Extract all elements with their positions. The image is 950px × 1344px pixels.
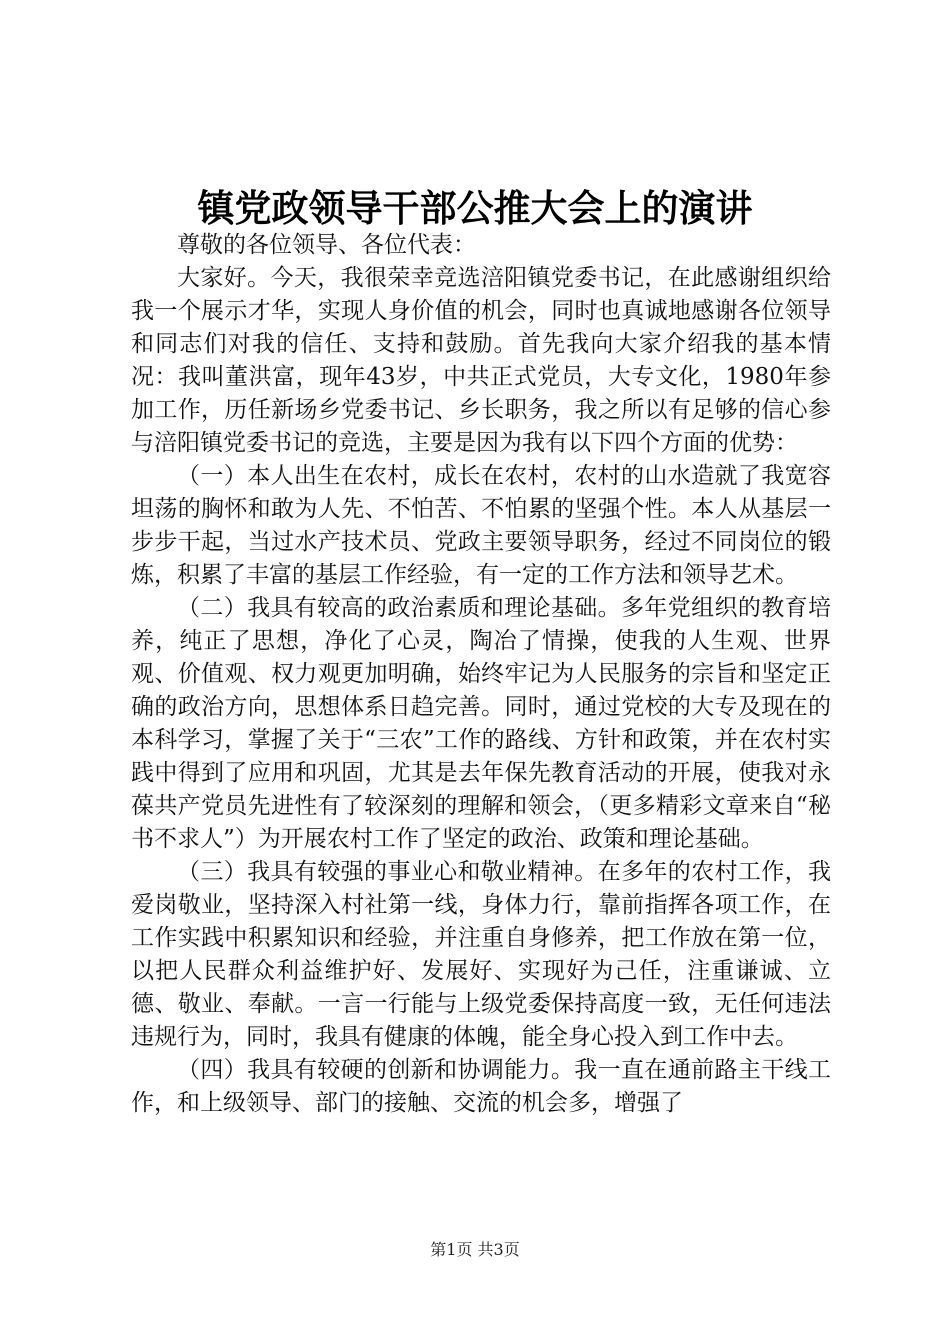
document-title: 镇党政领导干部公推大会上的演讲: [197, 186, 753, 230]
salutation: 尊敬的各位领导、各位代表：: [177, 232, 476, 258]
paragraph-point-1: （一）本人出生在农村，成长在农村，农村的山水造就了我宽容坦荡的胸怀和敢为人先、不怕苦、不怕累的坚强个性。本人从基层一步步干起，当过水产技术员、党政主要领导职务，经过不同岗位的锻炼，积累了丰富的基层工作经验，有一定的工作方法和领导艺术。: [131, 463, 831, 588]
document-body: [131, 229, 831, 1120]
page-footer: 第1页 共3页: [430, 1240, 520, 1259]
paragraph-point-3: （三）我具有较强的事业心和敬业精神。在多年的农村工作，我爱岗敬业，坚持深入村社第一线，身体力行，靠前指挥各项工作，在工作实践中积累知识和经验，并注重自身修养，把工作放在第一位，以把人民群众利益维护好、发展好、实现好为己任，注重谦诚、立德、敬业、奉献。一言一行能与上级党委保持高度一致，无任何违法违规行为，同时，我具有健康的体魄，能全身心投入到工作中去。: [131, 859, 831, 1050]
paragraph-intro: 大家好。今天，我很荣幸竞选涪阳镇党委书记，在此感谢组织给我一个展示才华，实现人身价值的机会，同时也真诚地感谢各位领导和同志们对我的信任、支持和鼓励。首先我向大家介绍我的基本情况：我叫董洪富，现年43岁，中共正式党员，大专文化，1980年参加工作，历任新场乡党委书记、乡长职务，我之所以有足够的信心参与涪阳镇党委书记的竞选，主要是因为我有以下四个方面的优势：: [131, 265, 831, 456]
paragraph-point-4: （四）我具有较硬的创新和协调能力。我一直在通前路主干线工作，和上级领导、部门的接触、交流的机会多，增强了: [131, 1057, 831, 1116]
paragraph-point-2: （二）我具有较高的政治素质和理论基础。多年党组织的教育培养，纯正了思想，净化了心灵，陶冶了情操，使我的人生观、世界观、价值观、权力观更加明确，始终牢记为人民服务的宗旨和坚定正确的政治方向，思想体系日趋完善。同时，通过党校的大专及现在的本科学习，掌握了关于“三农”工作的路线、方针和政策，并在农村实践中得到了应用和巩固，尤其是去年保先教育活动的开展，使我对永葆共产党员先进性有了较深刻的理解和领会，（更多精彩文章来自“秘书不求人”）为开展农村工作了坚定的政治、政策和理论基础。: [131, 595, 831, 852]
